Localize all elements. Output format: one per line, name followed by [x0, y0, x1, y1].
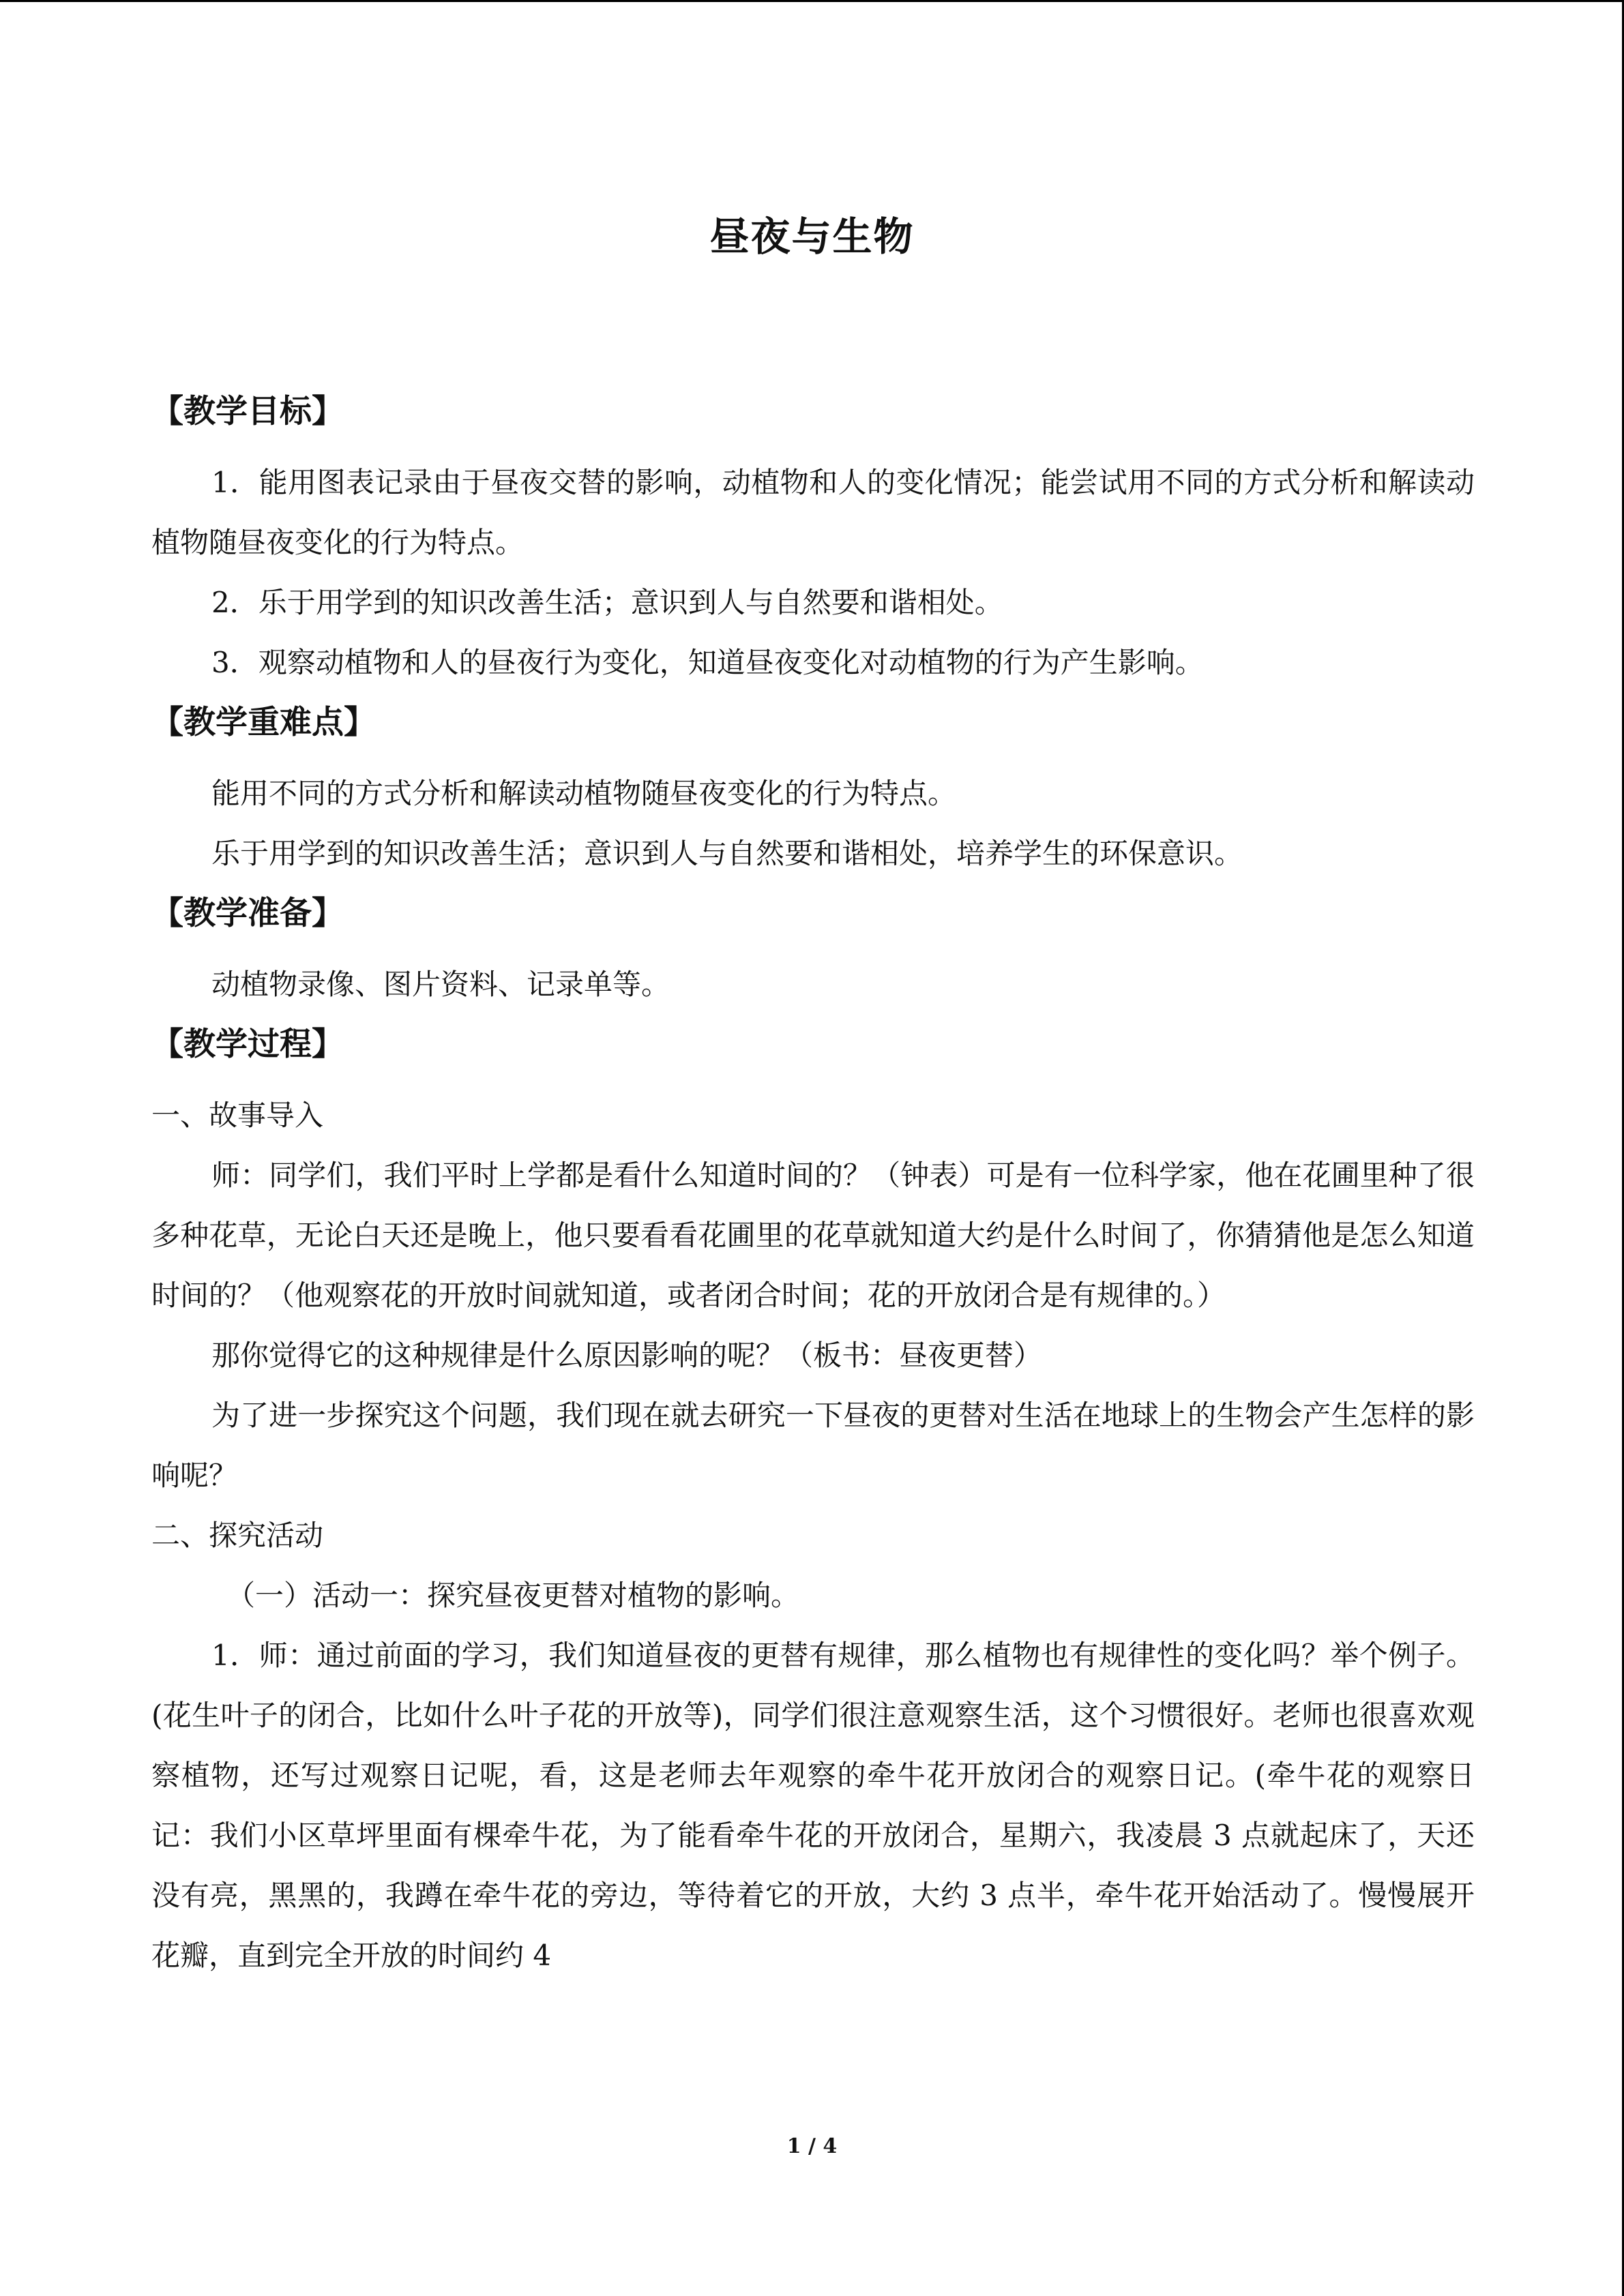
activity1-paragraph: 1．师：通过前面的学习，我们知道昼夜的更替有规律，那么植物也有规律性的变化吗？举个例子。(花生叶子的闭合，比如什么叶子花的开放等)，同学们很注意观察生活，这个习惯很好。老师也很喜欢观察植物，还写过观察日记呢，看，这是老师去年观察的牵牛花开放闭合的观察日记。(牵牛花的观察日记：我们小区草坪里面有棵牵牛花，为了能看牵牛花的开放闭合，星期六，我凌晨 3 点就起床了，天还没有亮，黑黑的，我蹲在牵牛花的旁边，等待着它的开放，大约 3 点半，牵牛花开始活动了。慢慢展开花瓣，直到完全开放的时间约 4 [151, 1639, 1475, 1972]
keypoint-item: 能用不同的方式分析和解读动植物随昼夜变化的行为特点。 [211, 777, 957, 810]
process-paragraph: 为了进一步探究这个问题，我们现在就去研究一下昼夜的更替对生活在地球上的生物会产生怎样的影响呢？ [151, 1399, 1475, 1492]
preparation-item: 动植物录像、图片资料、记录单等。 [211, 968, 670, 1001]
process-part1-title: 一、故事导入 [151, 1099, 324, 1132]
keypoint-item: 乐于用学到的知识改善生活；意识到人与自然要和谐相处，培养学生的环保意识。 [211, 837, 1243, 870]
document-body [151, 382, 1475, 1986]
objective-item: 3．观察动植物和人的昼夜行为变化，知道昼夜变化对动植物的行为产生影响。 [211, 646, 1204, 679]
process-part2-title: 二、探究活动 [151, 1519, 324, 1552]
preparation-list [151, 955, 1475, 1015]
section-heading-preparation: 【教学准备】 [151, 895, 344, 932]
page-top-border [0, 0, 1624, 2]
process-body [151, 1086, 1475, 1986]
section-heading-objectives: 【教学目标】 [151, 393, 344, 430]
process-paragraph: 那你觉得它的这种规律是什么原因影响的呢？（板书：昼夜更替） [211, 1339, 1043, 1372]
keypoints-list [151, 764, 1475, 884]
objectives-list [151, 453, 1475, 693]
section-heading-process: 【教学过程】 [151, 1026, 344, 1063]
objective-item: 2．乐于用学到的知识改善生活；意识到人与自然要和谐相处。 [211, 586, 1003, 619]
process-paragraph: 师：同学们，我们平时上学都是看什么知道时间的？（钟表）可是有一位科学家，他在花圃里种了很多种花草，无论白天还是晚上，他只要看看花圃里的花草就知道大约是什么时间了，你猜猜他是怎么知道时间的？（他观察花的开放时间就知道，或者闭合时间；花的开放闭合是有规律的。） [151, 1159, 1475, 1312]
objective-item: 1．能用图表记录由于昼夜交替的影响，动植物和人的变化情况；能尝试用不同的方式分析和解读动植物随昼夜变化的行为特点。 [151, 466, 1475, 559]
document-title: 昼夜与生物 [709, 213, 915, 260]
page-number: 1 / 4 [786, 2134, 838, 2158]
section-heading-keypoints: 【教学重难点】 [151, 704, 376, 741]
activity1-title: （一）活动一：探究昼夜更替对植物的影响。 [226, 1579, 800, 1612]
